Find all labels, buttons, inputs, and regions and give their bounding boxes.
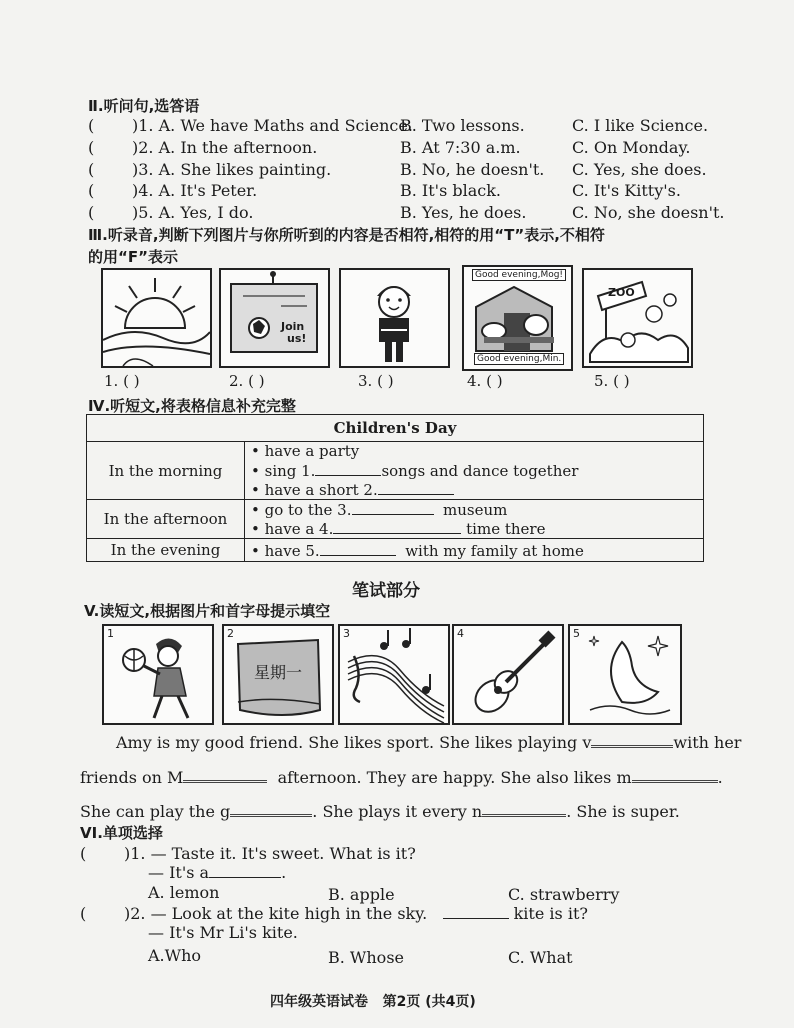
moon-night-picture xyxy=(568,624,682,725)
judge-label-2[interactable]: 2. ( ) xyxy=(229,372,265,390)
option-b: B. No, he doesn't. xyxy=(400,160,545,179)
option-a: )4. A. It's Peter. xyxy=(132,181,258,200)
q2-stem xyxy=(124,904,588,923)
option-b: B. It's black. xyxy=(400,181,502,200)
passage-line-2 xyxy=(80,766,723,787)
picture-number: 2 xyxy=(227,627,234,640)
picture-number: 1 xyxy=(107,627,114,640)
line-text: Amy is my good friend. She likes sport. She likes playing v xyxy=(116,733,592,752)
section-4-title: Ⅳ.听短文,将表格信息补充完整 xyxy=(88,397,296,415)
section-2-title: Ⅱ.听问句,选答语 xyxy=(88,97,200,115)
judge-label-3[interactable]: 3. ( ) xyxy=(358,372,394,390)
page-footer: 四年级英语试卷 第2页 (共4页) xyxy=(270,994,476,1010)
option-a: )1. A. We have Maths and Science. xyxy=(132,116,413,135)
line-text: with her xyxy=(673,733,742,752)
answer-paren[interactable]: ( xyxy=(88,116,95,135)
row-label: In the morning xyxy=(87,442,245,500)
blank-v[interactable] xyxy=(591,731,673,748)
q2-blank[interactable] xyxy=(443,904,509,919)
answer-paren[interactable]: ( xyxy=(80,844,87,863)
row-line xyxy=(251,519,697,538)
line-text: kite is it? xyxy=(513,904,588,923)
row-line xyxy=(251,500,697,519)
line-text: • have a short 2. xyxy=(251,481,378,499)
childrens-day-table xyxy=(86,414,704,562)
sunrise-picture xyxy=(101,268,212,368)
line-text: • sing 1. xyxy=(251,462,316,480)
option-b: B. Two lessons. xyxy=(400,116,525,135)
line-text: )2. — Look at the kite high in the sky. xyxy=(124,904,428,923)
picture-number: 3 xyxy=(343,627,350,640)
line-text: . She is super. xyxy=(566,802,680,821)
q1-option-b: B. apple xyxy=(328,885,395,904)
line-text: . xyxy=(717,768,723,787)
speech-bubble-bottom: Good evening,Min. xyxy=(474,353,564,365)
q1-reply xyxy=(148,863,286,882)
option-c: C. No, she doesn't. xyxy=(572,203,725,222)
blank-3[interactable] xyxy=(352,500,434,515)
poster-us-text: us! xyxy=(287,332,307,345)
line-text: songs and dance together xyxy=(381,462,579,480)
music-picture xyxy=(338,624,450,725)
row-content xyxy=(245,442,704,500)
line-text: • go to the 3. xyxy=(251,501,352,519)
row-label: In the evening xyxy=(87,539,245,562)
speech-bubble-top: Good evening,Mog! xyxy=(472,269,566,281)
blank-1[interactable] xyxy=(315,461,381,476)
line-text: • have 5. xyxy=(251,541,320,560)
answer-paren[interactable]: ( xyxy=(88,160,95,179)
judge-label-5[interactable]: 5. ( ) xyxy=(594,372,630,390)
judge-label-1[interactable]: 1. ( ) xyxy=(104,372,140,390)
picture-number: 5 xyxy=(573,627,580,640)
q1-option-c: C. strawberry xyxy=(508,885,620,904)
row-line: • have a party xyxy=(251,442,360,460)
row-label: In the afternoon xyxy=(87,500,245,539)
boy-picture xyxy=(339,268,450,368)
blank-M[interactable] xyxy=(183,766,267,783)
answer-paren[interactable]: ( xyxy=(88,203,95,222)
line-text: She can play the g xyxy=(80,802,231,821)
poster-join-text: Join xyxy=(281,320,305,333)
option-a: )3. A. She likes painting. xyxy=(132,160,332,179)
table-row xyxy=(87,500,704,539)
picture-number: 4 xyxy=(457,627,464,640)
row-line xyxy=(251,541,697,560)
option-c: C. Yes, she does. xyxy=(572,160,707,179)
row-content xyxy=(245,500,704,539)
option-a: )5. A. Yes, I do. xyxy=(132,203,254,222)
row-line xyxy=(251,480,697,499)
option-a: )2. A. In the afternoon. xyxy=(132,138,318,157)
monday-calendar-picture xyxy=(222,624,334,725)
q2-option-b: B. Whose xyxy=(328,948,404,967)
good-evening-picture xyxy=(462,265,573,371)
blank-4[interactable] xyxy=(333,519,461,534)
answer-paren[interactable]: ( xyxy=(80,904,87,923)
row-line xyxy=(251,461,697,480)
written-section-title: 笔试部分 xyxy=(352,581,420,601)
q2-reply: — It's Mr Li's kite. xyxy=(148,923,298,942)
q1-option-a: A. lemon xyxy=(148,883,220,902)
passage-line-3 xyxy=(80,800,680,821)
section-3-title-line1: Ⅲ.听录音,判断下列图片与你所听到的内容是否相符,相符的用“T”表示,不相符 xyxy=(88,226,605,244)
section-6-title: VI.单项选择 xyxy=(80,824,163,842)
table-row xyxy=(87,539,704,562)
line-text: museum xyxy=(443,501,508,519)
zoo-picture xyxy=(582,268,693,368)
option-b: B. At 7:30 a.m. xyxy=(400,138,521,157)
club-poster-picture xyxy=(219,268,330,368)
table-title: Children's Day xyxy=(87,415,704,442)
blank-n[interactable] xyxy=(482,800,566,817)
line-text: time there xyxy=(466,520,546,538)
answer-paren[interactable]: ( xyxy=(88,181,95,200)
volleyball-girl-picture xyxy=(102,624,214,725)
q1-blank[interactable] xyxy=(209,863,281,878)
line-text: with my family at home xyxy=(405,541,584,560)
blank-g[interactable] xyxy=(230,800,312,817)
option-c: C. On Monday. xyxy=(572,138,691,157)
table-row xyxy=(87,442,704,500)
option-c: C. It's Kitty's. xyxy=(572,181,681,200)
line-text: . xyxy=(281,863,287,882)
line-text: afternoon. They are happy. She also likes m xyxy=(277,768,632,787)
passage-line-1 xyxy=(116,731,741,752)
answer-paren[interactable]: ( xyxy=(88,138,95,157)
q2-option-c: C. What xyxy=(508,948,573,967)
line-text: . She plays it every n xyxy=(312,802,483,821)
q2-option-a: A.Who xyxy=(148,946,202,965)
guitar-picture xyxy=(452,624,564,725)
blank-m[interactable] xyxy=(632,766,718,783)
line-text: friends on M xyxy=(80,768,184,787)
section-5-title: V.读短文,根据图片和首字母提示填空 xyxy=(84,602,331,620)
row-content xyxy=(245,539,704,562)
q1-stem: )1. — Taste it. It's sweet. What is it? xyxy=(124,844,416,863)
section-3-title-line2: 的用“F”表示 xyxy=(88,248,178,266)
line-text: — It's a xyxy=(148,863,210,882)
option-b: B. Yes, he does. xyxy=(400,203,527,222)
calendar-text: 星期一 xyxy=(254,663,303,682)
blank-5[interactable] xyxy=(320,541,396,556)
judge-label-4[interactable]: 4. ( ) xyxy=(467,372,503,390)
line-text: • have a 4. xyxy=(251,520,334,538)
blank-2[interactable] xyxy=(378,480,454,495)
option-c: C. I like Science. xyxy=(572,116,709,135)
zoo-sign-text: ZOO xyxy=(608,286,635,299)
